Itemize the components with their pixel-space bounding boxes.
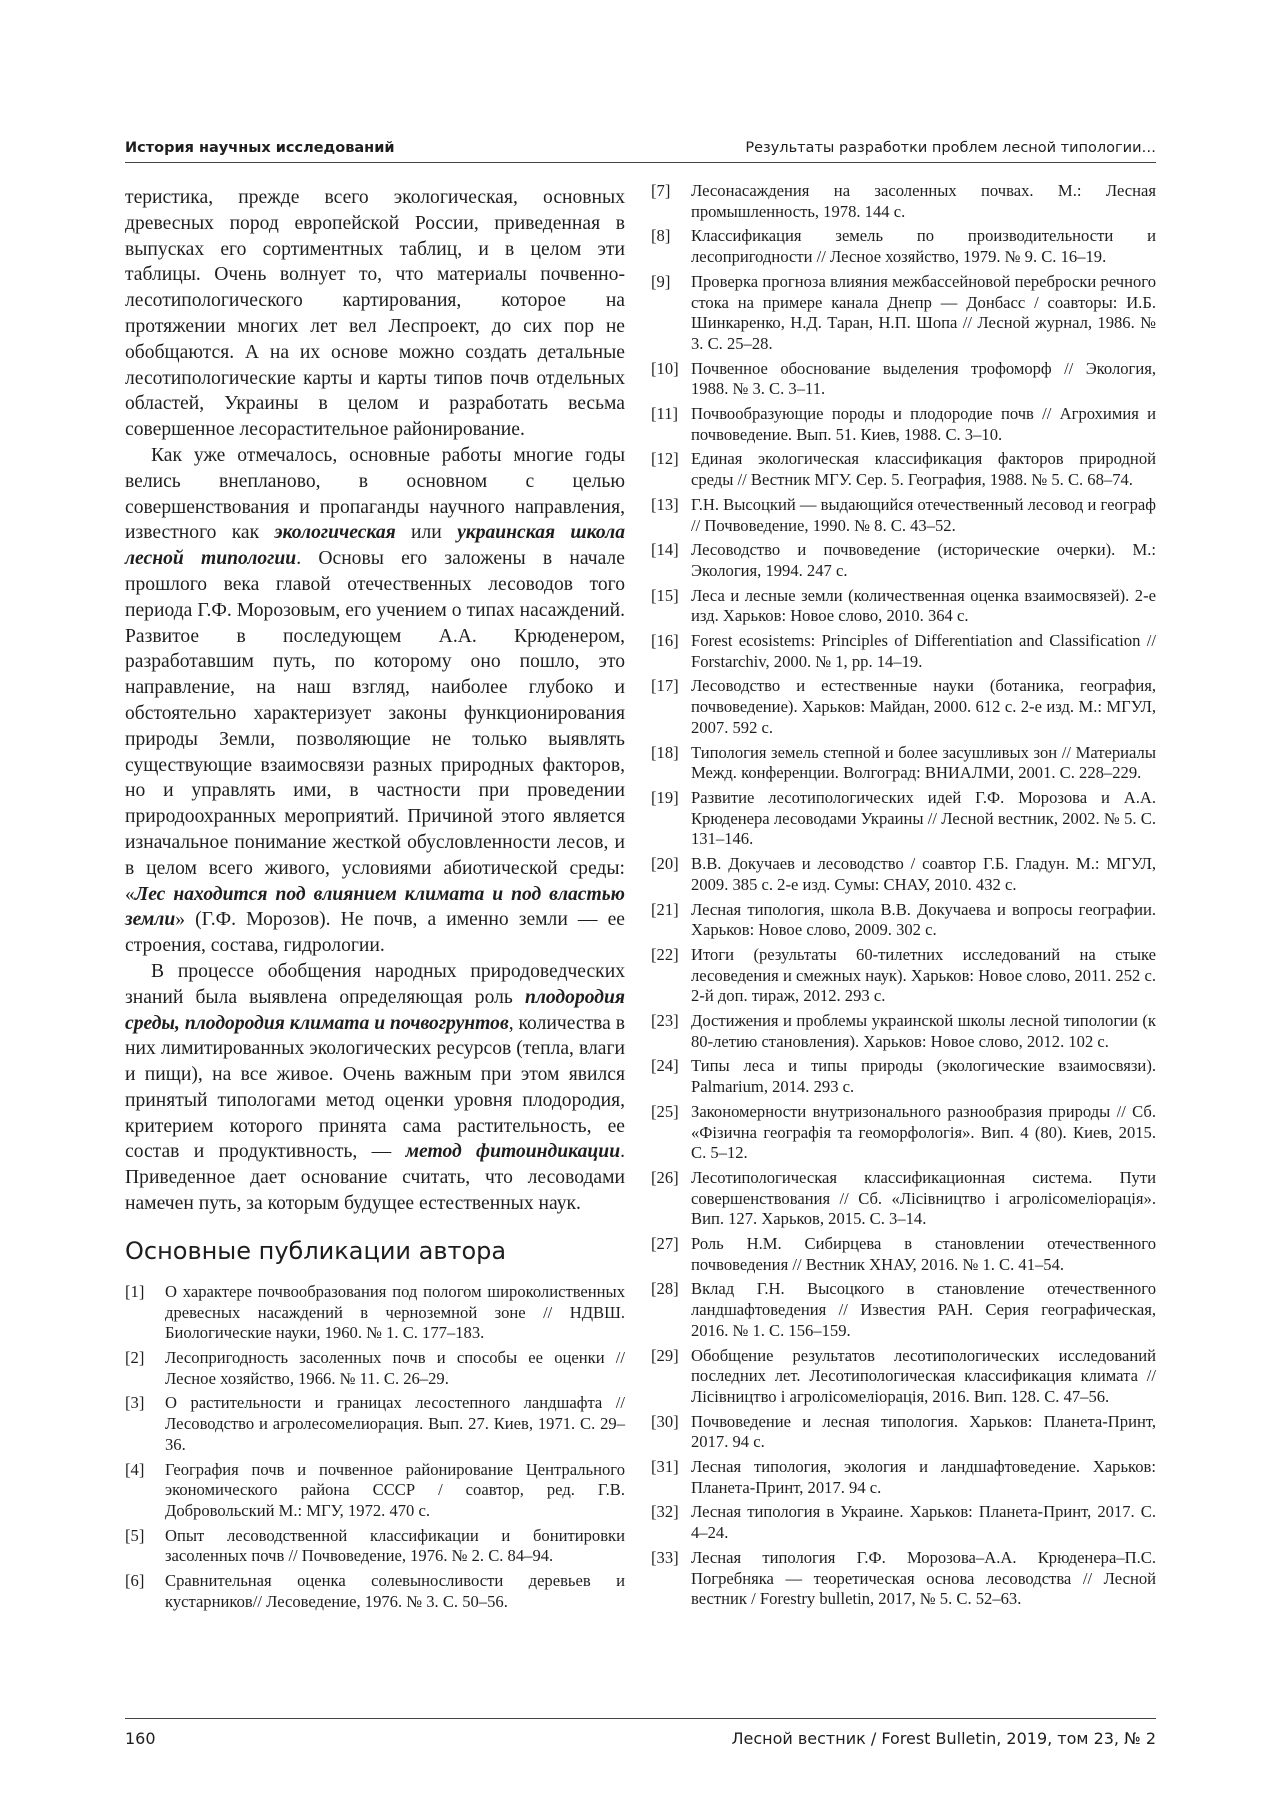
- body-paragraph-3: [125, 959, 625, 1217]
- p2-text-c: или: [395, 522, 458, 544]
- p3-emphasis-method: метод фитоиндикации: [405, 1141, 621, 1163]
- reference-number: [22]: [651, 944, 679, 964]
- reference-number: [33]: [651, 1547, 679, 1567]
- reference-number: [8]: [651, 226, 671, 246]
- reference-number: [23]: [651, 1011, 679, 1031]
- reference-number: [1]: [125, 1281, 145, 1301]
- reference-number: [28]: [651, 1279, 679, 1299]
- reference-number: [14]: [651, 540, 679, 560]
- reference-list-right: [651, 181, 1156, 1610]
- reference-item: [651, 788, 1156, 850]
- running-footer: [125, 1718, 1156, 1748]
- reference-item: [651, 1412, 1156, 1453]
- reference-text: В.В. Докучаев и лесоводство / соавтор Г.Б. Гладун. М.: МГУЛ, 2009. 385 с. 2-е изд. Сумы: СНАУ, 2010. 432 с.: [691, 854, 1156, 894]
- reference-item: [651, 945, 1156, 1007]
- p2-emphasis-ecological: экологическая: [274, 522, 396, 544]
- reference-item: [651, 272, 1156, 355]
- reference-text: Почвенное обоснование выделения трофоморф // Экология, 1988. № 3. С. 3–11.: [691, 358, 1156, 399]
- reference-item: [651, 1502, 1156, 1543]
- reference-text: Типы леса и типы природы (экологические взаимосвязи). Palmarium, 2014. 293 с.: [691, 1056, 1156, 1097]
- reference-text: Итоги (результаты 60-тилетних исследований на стыке лесоведения и смежных наук). Харьков: Новое слово, 2011. 252 с. 2-й доп. тираж, 2012. 293 с.: [691, 944, 1156, 1006]
- reference-text: Лесотипологическая классификационная система. Пути совершенствования // Сб. «Лісівництво і агролісомеліорація». Вип. 127. Харьков, 2015. С. 3–14.: [691, 1167, 1156, 1229]
- reference-text: Проверка прогноза влияния межбассейновой переброски речного стока на примере канала Днепр — Донбасс / соавторы: И.Б. Шинкаренко, Н.Д. Таран, Н.П. Шопа // Лесной журнал, 1986. № 3. С. 25–28.: [691, 271, 1156, 353]
- reference-item: [125, 1393, 625, 1455]
- body-paragraph-2: [125, 443, 625, 959]
- page-number: 160: [125, 1729, 156, 1748]
- reference-text: Лесопригодность засоленных почв и способы ее оценки // Лесное хозяйство, 1966. № 11. С. 26–29.: [165, 1347, 625, 1388]
- reference-text: Обобщение результатов лесотипологических исследований последних лет. Лесотипологическая классификация климата // Лісівництво і агролісомеліорація, 2016. Вип. 128. С. 47–56.: [691, 1345, 1156, 1406]
- reference-item: [125, 1571, 625, 1612]
- reference-text: География почв и почвенное районирование Центрального экономического района СССР / соавтор, ред. Г.В. Добровольский М.: МГУ, 1972. 470 с.: [165, 1459, 625, 1520]
- p2-text-a: Как уже отмечалось, основные работы многие годы велись внепланово, в основном с целью совершенствования и пропаганды научного направления, известного как: [125, 444, 625, 544]
- reference-item: [651, 676, 1156, 738]
- reference-text: Закономерности внутризонального разнообразия природы // Сб. «Фізична географія та геоморфологія». Вип. 4 (80). Киев, 2015. С. 5–12.: [691, 1101, 1156, 1163]
- reference-item: [651, 1011, 1156, 1052]
- reference-number: [18]: [651, 742, 679, 762]
- reference-item: [651, 540, 1156, 581]
- reference-number: [13]: [651, 494, 679, 514]
- p3-text-a: В процессе обобщения народных природоведческих знаний была выявлена определяющая роль: [125, 960, 625, 1008]
- reference-item: [651, 1168, 1156, 1230]
- reference-number: [29]: [651, 1345, 679, 1365]
- reference-text: Лесоводство и почвоведение (исторические очерки). М.: Экология, 1994. 247 с.: [691, 540, 1156, 580]
- reference-text: Вклад Г.Н. Высоцкого в становление отечественного ландшафтоведения // Известия РАН. Серия географическая, 2016. № 1. С. 156–159.: [691, 1279, 1156, 1340]
- reference-text: Лесная типология в Украине. Харьков: Планета-Принт, 2017. С. 4–24.: [691, 1502, 1156, 1543]
- reference-item: [651, 854, 1156, 895]
- reference-number: [2]: [125, 1347, 145, 1367]
- reference-number: [4]: [125, 1459, 145, 1479]
- p3-text-c: , количества в них лимитированных экологических ресурсов (тепла, влаги и пищи), на все живое. Очень важным при этом явился принятый типологами метод оценки уровня плодородия, критерием которого принята сама растительность, ее состав и продуктивность, —: [125, 1012, 625, 1163]
- reference-text: Развитие лесотипологических идей Г.Ф. Морозова и А.А. Крюденера лесоводами Украины // Лесной вестник, 2002. № 5. С. 131–146.: [691, 787, 1156, 849]
- reference-item: [651, 900, 1156, 941]
- reference-text: Типология земель степной и более засушливых зон // Материалы Межд. конференции. Волгоград: ВНИАЛМИ, 2001. С. 228–229.: [691, 742, 1156, 783]
- reference-number: [19]: [651, 787, 679, 807]
- reference-text: Г.Н. Высоцкий — выдающийся отечественный лесовод и географ // Почвоведение, 1990. № 8. С. 43–52.: [691, 494, 1156, 535]
- reference-number: [12]: [651, 449, 679, 469]
- p2-text-g: » (Г.Ф. Морозов). Не почв, а именно земли — ее строения, состава, гидрологии.: [125, 909, 625, 957]
- reference-text: О характере почвообразования под пологом широколиственных древесных насаждений в черноземной зоне // НДВШ. Биологические науки, 1960. № 1. С. 177–183.: [165, 1281, 625, 1343]
- reference-item: [651, 1056, 1156, 1097]
- reference-text: Лесная типология, экология и ландшафтоведение. Харьков: Планета-Принт, 2017. 94 с.: [691, 1457, 1156, 1497]
- reference-item: [651, 359, 1156, 400]
- reference-text: Сравнительная оценка солевыносливости деревьев и кустарников// Лесоведение, 1976. № 3. С. 50–56.: [165, 1571, 625, 1611]
- reference-number: [5]: [125, 1525, 145, 1545]
- body-paragraph-1: теристика, прежде всего экологическая, основных древесных пород европейской России, приведенная в выпусках его сортиментных таблиц, и в целом эти таблицы. Очень волнует то, что материалы почвенно-лесотипологического картирования, которое на протяжении многих лет вел Леспроект, до сих пор не обобщаются. А на их основе можно создать детальные лесотипологические карты и карты типов почв отдельных областей, Украины в целом и разработать весьма совершенное лесорастительное районирование.: [125, 187, 625, 441]
- reference-text: Классификация земель по производительности и лесопригодности // Лесное хозяйство, 1979. № 9. С. 16–19.: [691, 226, 1156, 267]
- reference-number: [7]: [651, 181, 671, 200]
- reference-item: [651, 1457, 1156, 1498]
- reference-number: [25]: [651, 1101, 679, 1121]
- reference-text: Достижения и проблемы украинской школы лесной типологии (к 80-летию становления). Харьков: Новое слово, 2012. 102 с.: [691, 1011, 1156, 1051]
- reference-number: [20]: [651, 854, 679, 874]
- reference-number: [17]: [651, 676, 679, 696]
- reference-item: [651, 226, 1156, 267]
- reference-item: [651, 586, 1156, 627]
- reference-number: [9]: [651, 271, 671, 291]
- reference-text: Лесная типология, школа В.В. Докучаева и вопросы географии. Харьков: Новое слово, 2009. 302 с.: [691, 899, 1156, 940]
- reference-item: [651, 449, 1156, 490]
- p2-text-e: . Основы его заложены в начале прошлого века главой отечественных лесоводов того периода Г.Ф. Морозовым, его учением о типах насаждений. Развитое в последующем А.А. Крюденером, разработавшим путь, по которому оно пошло, это направление, на наш взгляд, наиболее глубоко и обстоятельно характеризует законы функционирования природы Земли, позволяющие не только выявлять существующие взаимосвязи разных природных факторов, но и управлять ими, в частности при проведении природоохранных мероприятий. Причиной этого является изначальное понимание жесткой обусловленности лесов, и в целом всего живого, условиями абиотической среды: «: [125, 548, 625, 905]
- reference-item: [125, 1282, 625, 1344]
- reference-list-left: [125, 1282, 625, 1613]
- reference-text: Лесная типология Г.Ф. Морозова–А.А. Крюденера–П.С. Погребняка — теоретическая основа лесоводства // Лесной вестник / Forestry bulletin, 2017, № 5. С. 52–63.: [691, 1547, 1156, 1609]
- reference-item: [651, 1548, 1156, 1610]
- reference-item: [125, 1348, 625, 1389]
- section-title: Основные публикации автора: [125, 1236, 507, 1265]
- reference-text: О растительности и границах лесостепного ландшафта // Лесоводство и агролесомелиорация. Вып. 27. Киев, 1971. С. 29–36.: [165, 1393, 625, 1454]
- reference-number: [3]: [125, 1393, 145, 1413]
- reference-text: Forest ecosistems: Principles of Differentiation and Classification // Forstarchiv, 2000. № 1, pp. 14–19.: [691, 631, 1156, 671]
- p2-emphasis-quote: Лес находится под влиянием климата и под властью земли: [125, 883, 625, 931]
- reference-text: Лесонасаждения на засоленных почвах. М.: Лесная промышленность, 1978. 144 с.: [691, 181, 1156, 221]
- reference-number: [27]: [651, 1234, 679, 1254]
- reference-text: Леса и лесные земли (количественная оценка взаимосвязей). 2-е изд. Харьков: Новое слово, 2010. 364 с.: [691, 585, 1156, 626]
- journal-citation: Лесной вестник / Forest Bulletin, 2019, том 23, № 2: [731, 1729, 1156, 1748]
- reference-item: [125, 1460, 625, 1522]
- reference-item: [651, 1102, 1156, 1164]
- reference-text: Роль Н.М. Сибирцева в становлении отечественного почвоведения // Вестник ХНАУ, 2016. № 1. С. 41–54.: [691, 1234, 1156, 1274]
- reference-number: [10]: [651, 358, 679, 378]
- reference-item: [651, 1234, 1156, 1275]
- header-article-title: Результаты разработки проблем лесной типологии…: [745, 140, 1156, 156]
- left-column: [125, 185, 625, 1616]
- header-section-title: История научных исследований: [125, 140, 395, 156]
- reference-number: [26]: [651, 1167, 679, 1187]
- reference-number: [21]: [651, 899, 679, 919]
- reference-text: Единая экологическая классификация факторов природной среды // Вестник МГУ. Сер. 5. География, 1988. № 5. С. 68–74.: [691, 449, 1156, 490]
- reference-item: [651, 495, 1156, 536]
- reference-item: [651, 1279, 1156, 1341]
- reference-item: [651, 631, 1156, 672]
- reference-number: [24]: [651, 1056, 679, 1076]
- reference-item: [125, 1526, 625, 1567]
- reference-number: [11]: [651, 404, 679, 424]
- right-column: [651, 181, 1156, 1614]
- reference-number: [30]: [651, 1411, 679, 1431]
- p2-emphasis-school: украинская школа лесной типологии: [125, 522, 626, 570]
- reference-number: [6]: [125, 1571, 145, 1591]
- reference-item: [651, 181, 1156, 222]
- reference-item: [651, 1346, 1156, 1408]
- reference-number: [32]: [651, 1502, 679, 1522]
- reference-text: Почвоведение и лесная типология. Харьков: Планета-Принт, 2017. 94 с.: [691, 1411, 1156, 1452]
- reference-text: Лесоводство и естественные науки (ботаника, география, почвоведение). Харьков: Майдан, 2000. 612 с. 2-е изд. М.: МГУЛ, 2007. 592 с.: [691, 676, 1156, 737]
- p3-text-e: . Приведенное дает основание считать, что лесоводами намечен путь, за которым будущее естественных наук.: [125, 1141, 625, 1215]
- reference-number: [15]: [651, 585, 679, 605]
- reference-number: [31]: [651, 1457, 679, 1477]
- reference-item: [651, 743, 1156, 784]
- reference-number: [16]: [651, 631, 679, 651]
- p3-emphasis-fertility: плодородия среды, плодородия климата и почвогрунтов: [125, 986, 625, 1034]
- reference-text: Почвообразующие породы и плодородие почв // Агрохимия и почвоведение. Вып. 51. Киев, 1988. С. 3–10.: [691, 404, 1156, 444]
- running-header: [125, 136, 1156, 163]
- reference-text: Опыт лесоводственной классификации и бонитировки засоленных почв // Почвоведение, 1976. № 2. С. 84–94.: [165, 1525, 625, 1566]
- reference-item: [651, 404, 1156, 445]
